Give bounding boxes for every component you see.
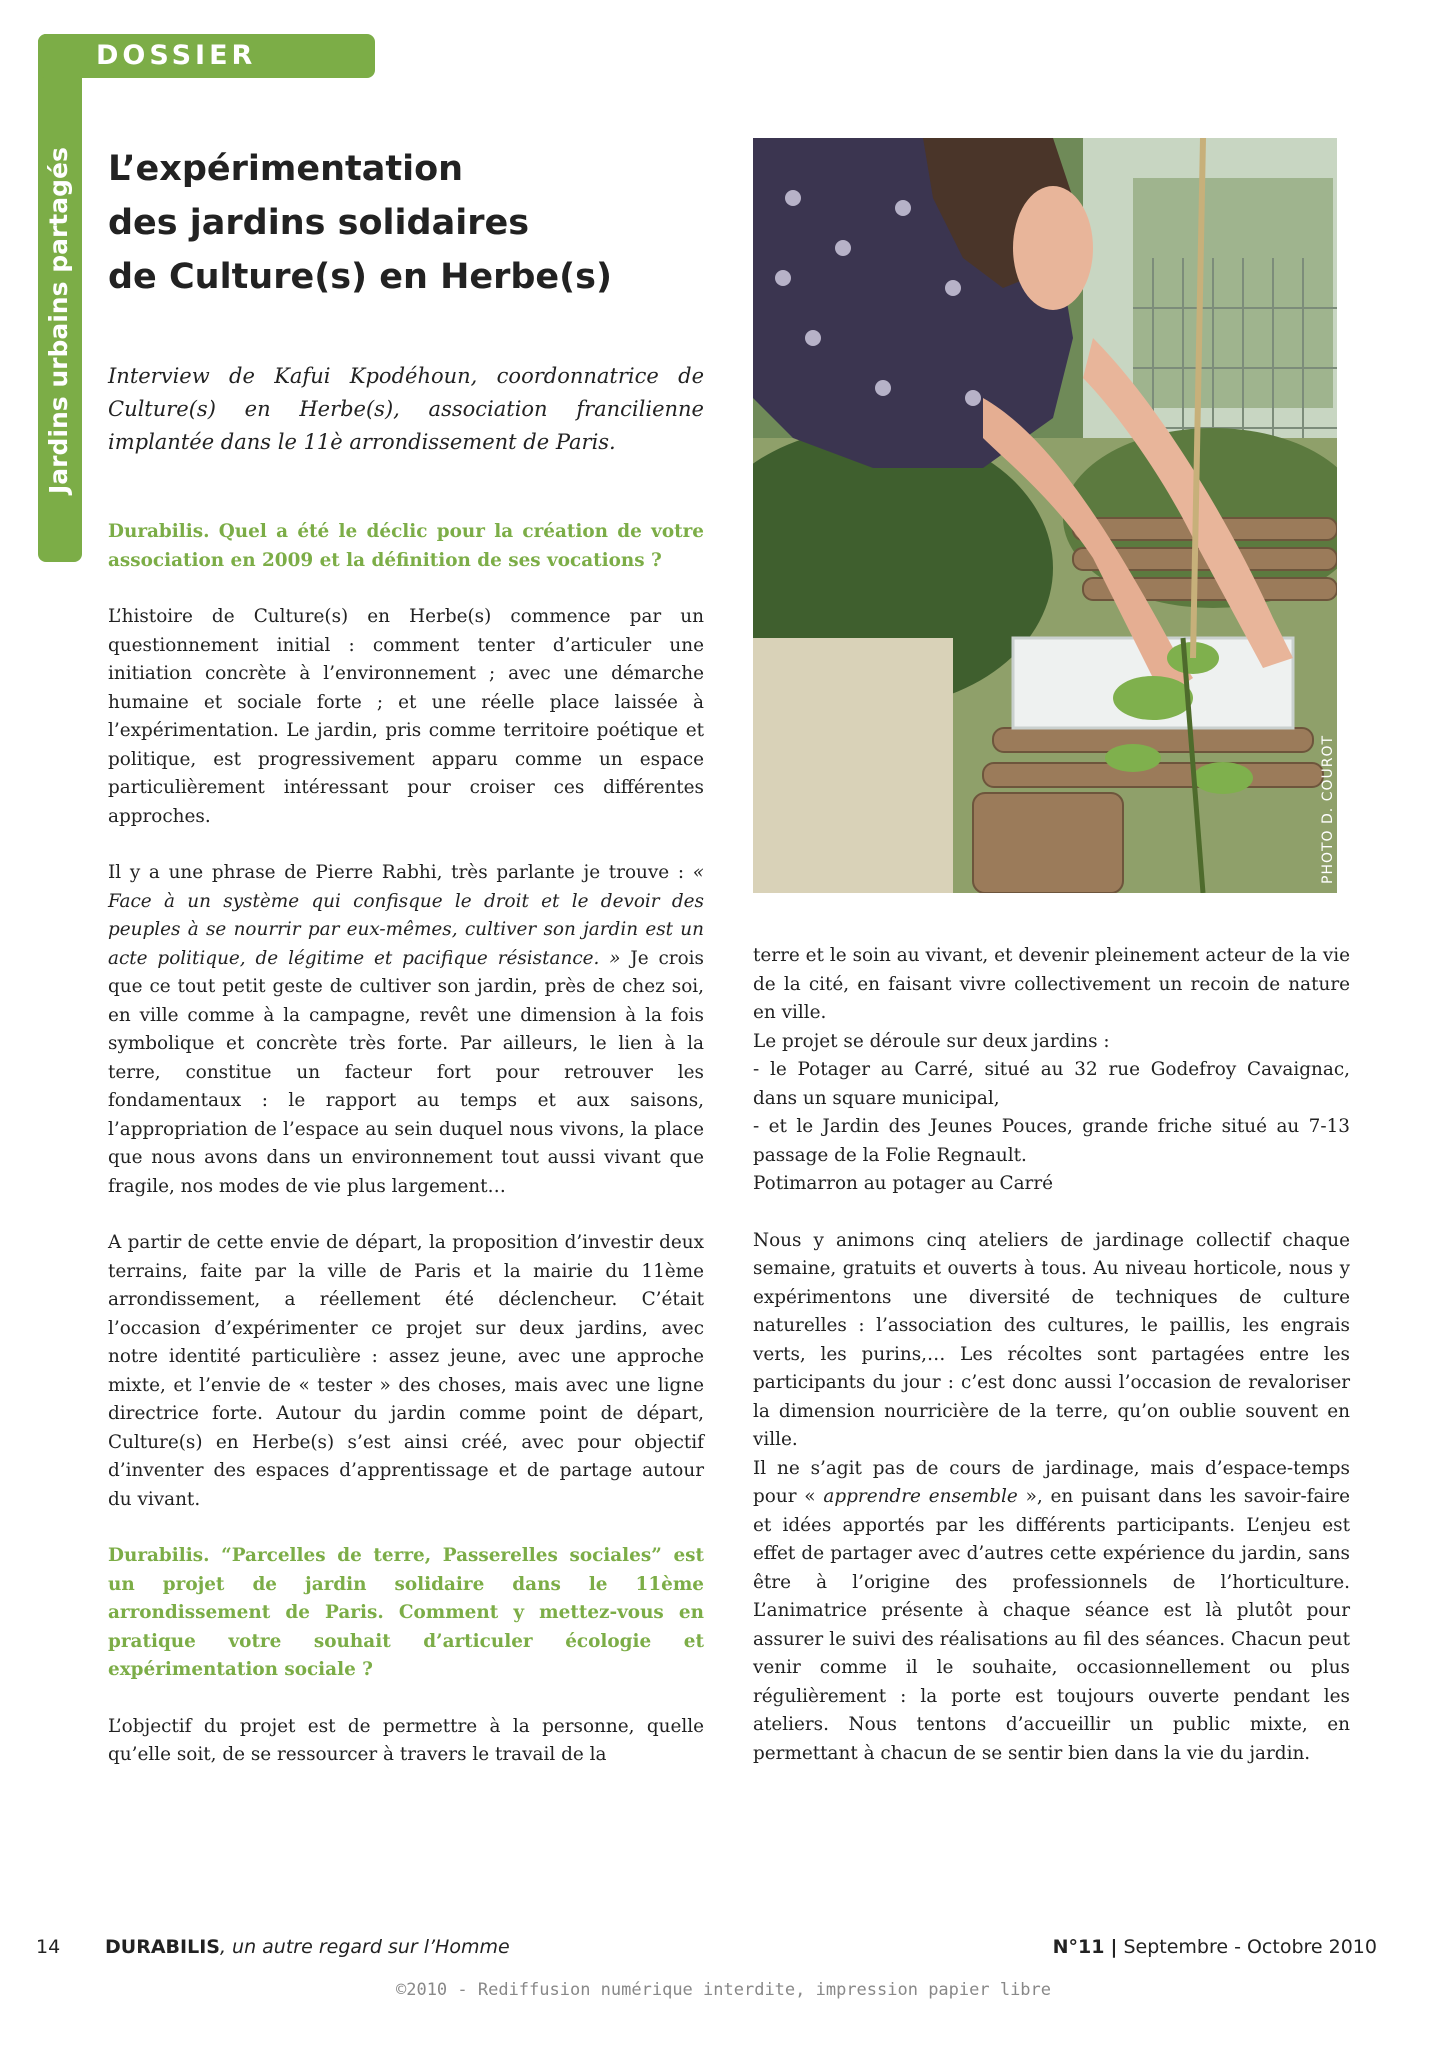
paragraph-text: Il y a une phrase de Pierre Rabhi, très parlante je trouve :: [108, 862, 693, 883]
title-line: L’expérimentation: [108, 149, 464, 189]
side-label: Jardins urbains partagés: [44, 147, 73, 494]
photo-caption: Potimarron au potager au Carré: [753, 1173, 1054, 1194]
answer-paragraph: L’histoire de Culture(s) en Herbe(s) commence par un questionnement initial : comment tenter d’articuler une initiation concrète à l’environnement ; avec une démarche humaine et sociale forte ; et une réelle place laissée à l’expérimentation. Le jardin, pris comme territoire poétique et politique, est progressivement apparu comme un espace particulièrement intéressant pour croiser ces différentes approches.: [108, 606, 704, 827]
issue-date: Septembre - Octobre 2010: [1123, 1936, 1377, 1958]
emphasis-text: apprendre ensemble: [823, 1486, 1018, 1507]
page-number: 14: [36, 1936, 61, 1958]
section-label: DOSSIER: [96, 40, 257, 71]
paragraph-text: Il ne s’agit pas de cours de jardinage, mais d’espace-temps pour «: [753, 1457, 1350, 1507]
paragraph-text: », en puisant dans les savoir-faire et idées apportés par les différents participants. L’enjeu est effet de partager avec d’autres cette expérience du jardin, sans être à l’origine des professionnels de l’horticulture. L’animatrice présente à chaque séance est là plutôt pour assurer le suivi des réalisations au fil des séances. Chacun peut venir comme il le souhaite, occasionnellement ou plus régulièrement : la porte est toujours ouverte pendant les ateliers. Nous tentons d’accueillir un public mixte, en permettant à chacun de se sentir bien dans la vie du jardin.: [753, 1486, 1350, 1764]
article-title: [108, 142, 728, 304]
photo-illustration: [753, 138, 1337, 893]
list-item: - le Potager au Carré, situé au 32 rue Godefroy Cavaignac, dans un square municipal,: [753, 1059, 1350, 1109]
issue-info: [1053, 1934, 1377, 1960]
magazine-title: DURABILIS: [105, 1936, 220, 1958]
question-2: Durabilis. “Parcelles de terre, Passerelles sociales” est un projet de jardin solidaire dans le 11ème arrondissement de Paris. Comment y mettez-vous en pratique votre souhait d’articuler écologie et expérimentation sociale ?: [108, 1545, 704, 1680]
answer-paragraph: [753, 1455, 1350, 1769]
garden-photo: [753, 138, 1337, 893]
paragraph-text: Je crois que ce tout petit geste de cultiver son jardin, près de chez soi, en ville comme à la campagne, revêt une dimension à la fois symbolique et concrète très forte. Par ailleurs, le lien à la terre, constitue un facteur fort pour retrouver les fondamentaux : le rapport au temps et aux saisons, l’appropriation de l’espace au sein duquel nous vivons, la place que nous avons dans un environnement tout aussi vivant que fragile, nos modes de vie plus largement…: [108, 947, 704, 1197]
issue-number: N°11: [1052, 1936, 1105, 1958]
answer-paragraph: terre et le soin au vivant, et devenir pleinement acteur de la vie de la cité, en faisant vivre collectivement un recoin de nature en ville.: [753, 945, 1350, 1023]
quote-text: « Face à un système qui confisque le droit et le devoir des peuples à se nourrir par eux-mêmes, cultiver son jardin est un acte politique, de légitime et pacifique résistance. »: [108, 862, 704, 969]
section-tab: [38, 34, 375, 78]
question-1: Durabilis. Quel a été le déclic pour la création de votre association en 2009 et la définition de ses vocations ?: [108, 521, 704, 571]
magazine-name: [105, 1934, 510, 1960]
title-line: des jardins solidaires: [108, 203, 530, 243]
magazine-tagline: , un autre regard sur l’Homme: [219, 1936, 510, 1958]
left-column: [108, 518, 704, 1770]
photo-credit: PHOTO D. COUROT: [1320, 734, 1336, 884]
answer-paragraph: Le projet se déroule sur deux jardins :: [753, 1030, 1110, 1052]
answer-paragraph: Nous y animons cinq ateliers de jardinage collectif chaque semaine, gratuits et ouverts à tous. Au niveau horticole, nous y expérimentons une diversité de techniques de culture naturelles : l’association des cultures, le paillis, les engrais verts, les purins,… Les récoltes sont partagées entre les participants du jour : c’est donc aussi l’occasion de revaloriser la dimension nourricière de la terre, qu’on oublie souvent en ville.: [753, 1229, 1350, 1450]
separator: |: [1110, 1936, 1118, 1958]
right-column: [753, 942, 1350, 1768]
title-line: de Culture(s) en Herbe(s): [108, 257, 612, 297]
list-item: - et le Jardin des Jeunes Pouces, grande friche situé au 7-13 passage de la Folie Regnault.: [753, 1116, 1350, 1166]
answer-paragraph: A partir de cette envie de départ, la proposition d’investir deux terrains, faite par la ville de Paris et la mairie du 11ème arrondissement, a réellement été déclencheur. C’était l’occasion d’expérimenter ce projet sur deux jardins, avec notre identité particulière : assez jeune, avec une approche mixte, et l’envie de « tester » des choses, mais avec une ligne directrice forte. Autour du jardin comme point de départ, Culture(s) en Herbe(s) s’est ainsi créé, avec pour objectif d’inventer des espaces d’apprentissage et de partage autour du vivant.: [108, 1232, 704, 1510]
article-intro: Interview de Kafui Kpodéhoun, coordonnatrice de Culture(s) en Herbe(s), association francilienne implantée dans le 11è arrondissement de Paris.: [108, 364, 704, 454]
answer-paragraph: [108, 859, 704, 1201]
answer-paragraph: L’objectif du projet est de permettre à la personne, quelle qu’elle soit, de se ressourcer à travers le travail de la: [108, 1715, 704, 1765]
copyright-notice: ©2010 - Rediffusion numérique interdite, impression papier libre: [395, 1980, 1052, 2000]
